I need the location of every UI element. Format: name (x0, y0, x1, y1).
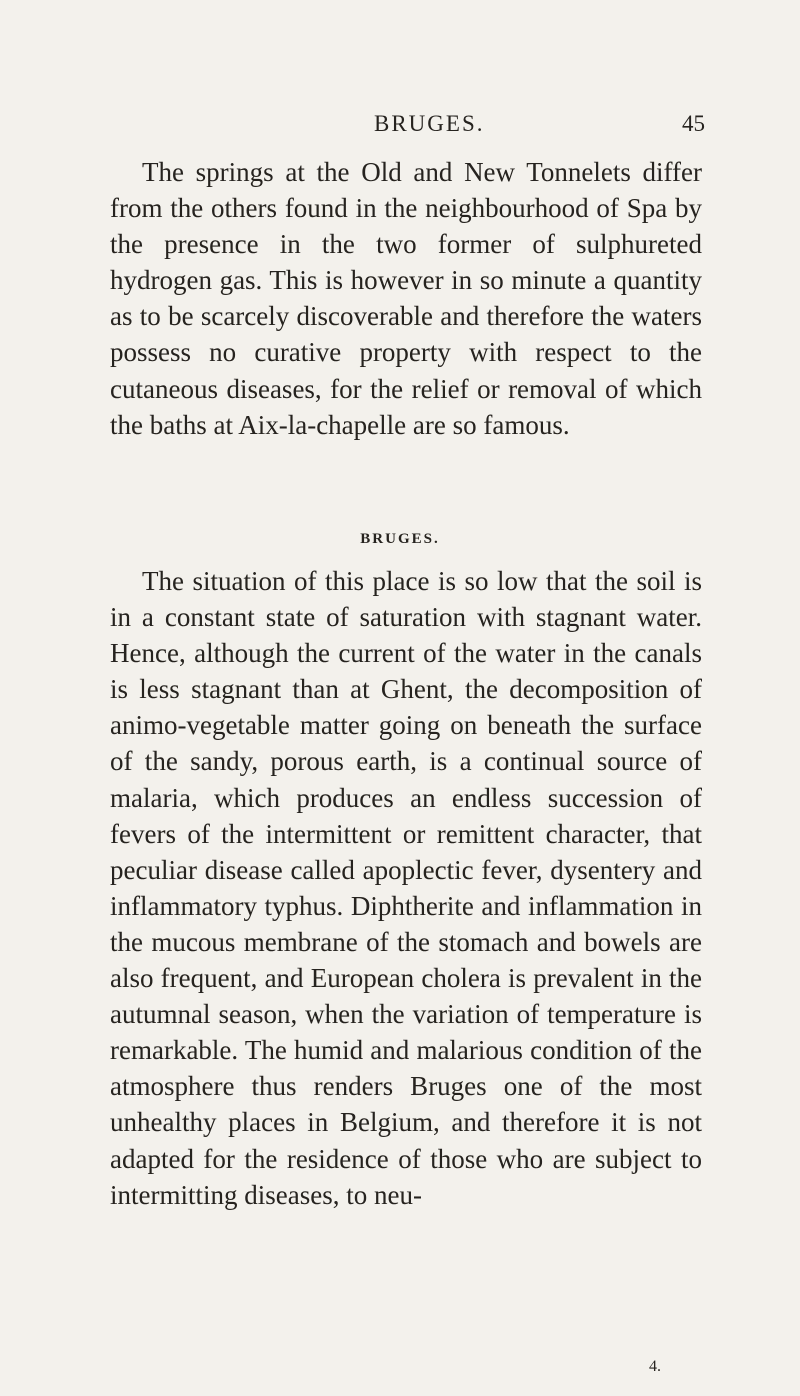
paragraph-bruges: The situation of this place is so low that the soil is in a constant state of saturation with stagnant water. Hence, although the current of the water in the canals is less stagnant than at Ghent, the decomposition of animo-vegetable matter going on beneath the surface of the sandy, porous earth, is a continual source of malaria, which produces an endless succession of fevers of the intermittent or remittent character, that peculiar disease called apoplectic fever, dysentery and inflammatory typhus. Diphtherite and inflammation in the mucous membrane of the stomach and bowels are also frequent, and European cholera is prevalent in the autumnal season, when the variation of temperature is remarkable. The humid and malarious condition of the atmosphere thus renders Bruges one of the most unhealthy places in Belgium, and therefore it is not adapted for the residence of those who are subject to intermitting diseases, to neu- (110, 566, 702, 1210)
paragraph-tonnelets: The springs at the Old and New Tonnelets differ from the others found in the neighbourhood of Spa by the presence in the two former of sulphureted hydrogen gas. This is however in so minute a quantity as to be scarcely discoverable and therefore the waters possess no curative property with respect to the cutaneous diseases, for the relief or removal of which the baths at Aix-la-chapelle are so famous. (110, 157, 702, 440)
page-number: 45 (682, 111, 705, 136)
running-title: BRUGES. (374, 111, 485, 136)
signature-mark: 4. (649, 1358, 661, 1375)
section-heading-bruges: BRUGES. (360, 531, 440, 547)
running-head (0, 111, 800, 151)
